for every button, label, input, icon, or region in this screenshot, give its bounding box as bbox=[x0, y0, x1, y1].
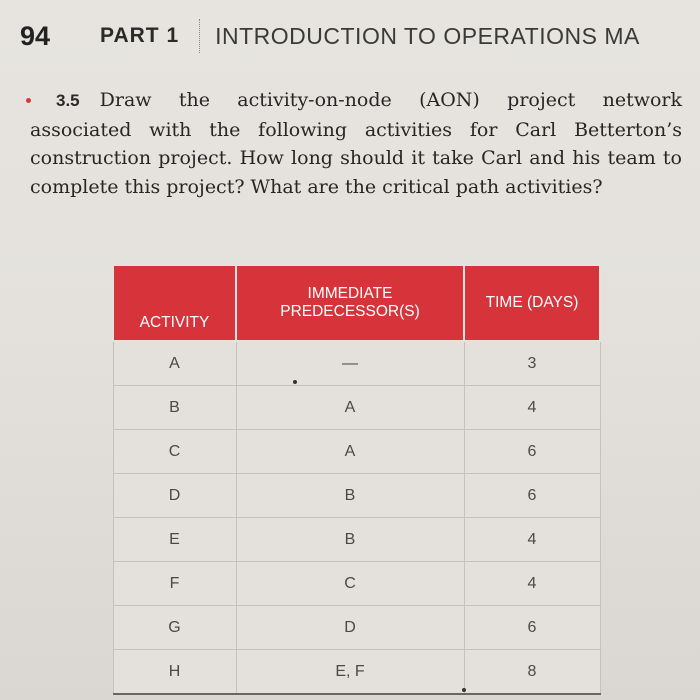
cell-predecessors: D bbox=[236, 606, 464, 650]
cell-time: 6 bbox=[464, 606, 600, 650]
table-row bbox=[113, 474, 600, 518]
cell-predecessors: E, F bbox=[236, 650, 464, 695]
activity-table bbox=[112, 264, 601, 695]
problem-number: 3.5 bbox=[56, 91, 80, 110]
cell-time: 8 bbox=[464, 650, 600, 695]
cell-predecessors: A bbox=[236, 386, 464, 430]
cell-predecessors: B bbox=[236, 474, 464, 518]
cell-activity: D bbox=[113, 474, 236, 518]
problem-statement bbox=[30, 86, 682, 201]
cell-time: 4 bbox=[464, 562, 600, 606]
print-speck bbox=[293, 380, 297, 384]
print-speck bbox=[462, 688, 466, 692]
bullet-dot-icon bbox=[26, 98, 31, 103]
cell-predecessors: C bbox=[236, 562, 464, 606]
table-row bbox=[113, 650, 600, 695]
page-number: 94 bbox=[20, 20, 51, 51]
cell-time: 3 bbox=[464, 341, 600, 386]
cell-activity: A bbox=[113, 341, 236, 386]
cell-time: 4 bbox=[464, 518, 600, 562]
table-row bbox=[113, 386, 600, 430]
table-row bbox=[113, 562, 600, 606]
cell-predecessors: A bbox=[236, 430, 464, 474]
header-time: TIME (DAYS) bbox=[464, 265, 600, 341]
problem-text: Draw the activity-on-node (AON) project network associated with the following activities for Carl Betterton’s construction project. How long should it take Carl and his team to complete this project? What are the critical path activities? bbox=[30, 89, 682, 198]
table-row bbox=[113, 606, 600, 650]
cell-activity: F bbox=[113, 562, 236, 606]
header-activity: ACTIVITY bbox=[113, 265, 236, 341]
cell-time: 6 bbox=[464, 474, 600, 518]
cell-predecessors: — bbox=[236, 341, 464, 386]
cell-time: 6 bbox=[464, 430, 600, 474]
table-header-row bbox=[113, 265, 600, 341]
table-row bbox=[113, 518, 600, 562]
chapter-title: INTRODUCTION TO OPERATIONS MA bbox=[215, 22, 640, 49]
part-label: PART 1 bbox=[100, 24, 180, 47]
header-divider bbox=[199, 19, 201, 53]
cell-activity: C bbox=[113, 430, 236, 474]
cell-activity: B bbox=[113, 386, 236, 430]
table-row bbox=[113, 430, 600, 474]
header-predecessors: IMMEDIATE PREDECESSOR(S) bbox=[236, 265, 464, 341]
cell-activity: G bbox=[113, 606, 236, 650]
cell-activity: E bbox=[113, 518, 236, 562]
activity-table-container bbox=[112, 264, 599, 695]
page-header bbox=[20, 18, 700, 54]
cell-activity: H bbox=[113, 650, 236, 695]
cell-predecessors: B bbox=[236, 518, 464, 562]
cell-time: 4 bbox=[464, 386, 600, 430]
table-row bbox=[113, 341, 600, 386]
